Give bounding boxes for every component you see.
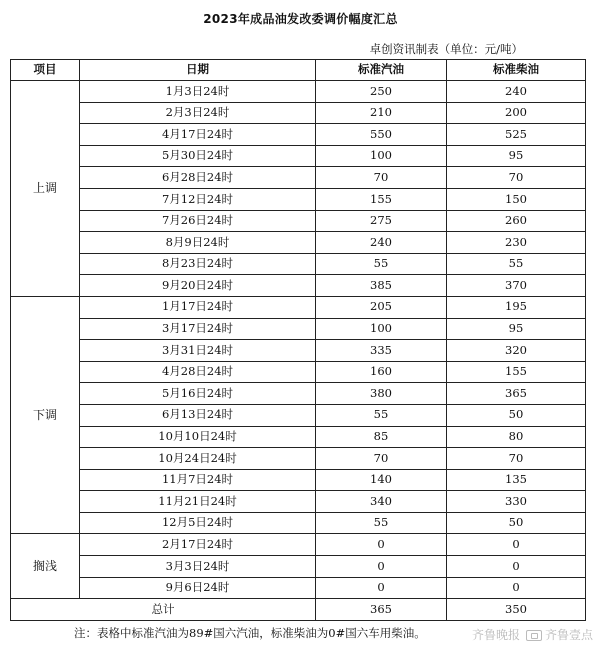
cell-diesel: 0 [447,556,586,578]
watermark-left: 齐鲁晚报 [471,628,520,642]
cell-diesel: 50 [447,404,586,426]
cell-date: 1月17日24时 [80,296,316,318]
cell-diesel: 200 [447,102,586,124]
cell-gasoline: 0 [316,556,447,578]
cell-date: 7月26日24时 [80,210,316,232]
cell-diesel: 135 [447,469,586,491]
cell-date: 7月12日24时 [80,188,316,210]
cell-diesel: 370 [447,275,586,297]
total-diesel: 350 [447,599,586,621]
cell-date: 6月13日24时 [80,404,316,426]
cell-date: 10月10日24时 [80,426,316,448]
table-row [11,404,586,426]
table-row [11,253,586,275]
table-row [11,275,586,297]
group-label: 搁浅 [11,534,80,599]
table-header-row [11,60,586,81]
cell-diesel: 230 [447,232,586,254]
cell-diesel: 95 [447,145,586,167]
cell-diesel: 70 [447,448,586,470]
table-row [11,102,586,124]
table-row [11,426,586,448]
page-title: 2023年成品油发改委调价幅度汇总 [203,12,398,26]
table-source-unit: 卓创资讯制表（单位：元/吨） [369,42,523,56]
table-row [11,232,586,254]
cell-date: 5月16日24时 [80,383,316,405]
cell-date: 9月20日24时 [80,275,316,297]
cell-date: 2月17日24时 [80,534,316,556]
table-row [11,124,586,146]
cell-date: 10月24日24时 [80,448,316,470]
header-date: 日期 [80,60,316,81]
table-row [11,512,586,534]
group-label: 上调 [11,81,80,297]
cell-diesel: 195 [447,296,586,318]
cell-gasoline: 0 [316,577,447,599]
table-body [11,81,586,599]
cell-gasoline: 335 [316,340,447,362]
cell-gasoline: 55 [316,253,447,275]
table-row [11,534,586,556]
cell-diesel: 50 [447,512,586,534]
cell-date: 8月9日24时 [80,232,316,254]
cell-date: 3月3日24时 [80,556,316,578]
table-row [11,577,586,599]
table-row [11,145,586,167]
table-row [11,383,586,405]
cell-gasoline: 205 [316,296,447,318]
cell-date: 5月30日24时 [80,145,316,167]
cell-date: 4月17日24时 [80,124,316,146]
cell-gasoline: 70 [316,448,447,470]
table-row [11,491,586,513]
cell-date: 3月31日24时 [80,340,316,362]
cell-date: 12月5日24时 [80,512,316,534]
cell-gasoline: 0 [316,534,447,556]
cell-gasoline: 55 [316,404,447,426]
cell-gasoline: 140 [316,469,447,491]
cell-gasoline: 240 [316,232,447,254]
total-gasoline: 365 [316,599,447,621]
cell-gasoline: 210 [316,102,447,124]
cell-diesel: 0 [447,534,586,556]
header-diesel: 标准柴油 [447,60,586,81]
cell-date: 8月23日24时 [80,253,316,275]
table-row [11,81,586,103]
table-row [11,448,586,470]
cell-diesel: 260 [447,210,586,232]
cell-gasoline: 55 [316,512,447,534]
cell-date: 1月3日24时 [80,81,316,103]
cell-date: 6月28日24时 [80,167,316,189]
cell-date: 9月6日24时 [80,577,316,599]
table-footnote: 注：表格中标准汽油为89#国六汽油，标准柴油为0#国六车用柴油。 [74,626,426,640]
watermark [472,626,593,643]
cell-diesel: 95 [447,318,586,340]
total-row [11,599,586,621]
cell-diesel: 525 [447,124,586,146]
table-row [11,361,586,383]
header-item: 项目 [11,60,80,81]
cell-gasoline: 550 [316,124,447,146]
header-gasoline: 标准汽油 [316,60,447,81]
cell-gasoline: 100 [316,318,447,340]
cell-gasoline: 85 [316,426,447,448]
watermark-right: 齐鲁壹点 [544,628,593,642]
cell-diesel: 365 [447,383,586,405]
cell-diesel: 55 [447,253,586,275]
table-row [11,340,586,362]
cell-diesel: 70 [447,167,586,189]
cell-diesel: 330 [447,491,586,513]
cell-gasoline: 340 [316,491,447,513]
price-adjustment-table [10,59,586,621]
cell-diesel: 150 [447,188,586,210]
cell-date: 4月28日24时 [80,361,316,383]
group-label: 下调 [11,296,80,534]
table-row [11,469,586,491]
cell-gasoline: 385 [316,275,447,297]
cell-diesel: 155 [447,361,586,383]
total-label: 总计 [11,599,316,621]
cell-gasoline: 275 [316,210,447,232]
table-row [11,556,586,578]
cell-gasoline: 250 [316,81,447,103]
cell-date: 11月7日24时 [80,469,316,491]
cell-date: 11月21日24时 [80,491,316,513]
cell-gasoline: 160 [316,361,447,383]
watermark-logo-icon [526,630,542,641]
table-row [11,167,586,189]
table-row [11,210,586,232]
cell-gasoline: 100 [316,145,447,167]
table-row [11,296,586,318]
table-row [11,318,586,340]
cell-date: 3月17日24时 [80,318,316,340]
cell-diesel: 320 [447,340,586,362]
cell-date: 2月3日24时 [80,102,316,124]
cell-gasoline: 380 [316,383,447,405]
cell-gasoline: 70 [316,167,447,189]
table-row [11,188,586,210]
cell-diesel: 240 [447,81,586,103]
cell-diesel: 0 [447,577,586,599]
cell-diesel: 80 [447,426,586,448]
cell-gasoline: 155 [316,188,447,210]
